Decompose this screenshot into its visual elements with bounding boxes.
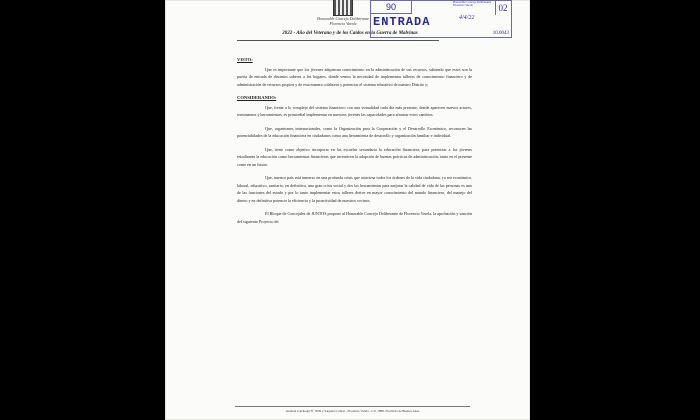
stamp-code: 10.0043 [492,31,509,36]
municipal-crest-icon [333,0,353,16]
document-body [237,56,472,231]
considerando-paragraph-4: Que, nuestro país está inmerso en una profunda crisis que atraviesa todos los órdenes de la vida ciudadana, ya sea económico, laboral, educativo, sanitario, en definitiva, una gran crisis social y dos las herramientas para mejorar la calidad de vida de las personas es uno de las funciones del estado y por lo tanto implementar estos talleres derive en mayor conocimiento del mundo financiero, del manejo del dinero y en definitiva potencie la eficiencia y la proactividad de nuestros vecinos. [237,175,472,203]
year-motto: 2022 - Año del Veterano y de los Caídos en la Guerra de Malvinas [282,31,418,36]
considerando-paragraph-2: Que, organismos internacionales, como la Organización para la Cooperación y el Desarrollo Económico, reconocen las potencialidades de la educación financiera en ciudadanos como una herramienta de desarrollo y organización familiar e individual. [237,125,472,138]
visto-paragraph: Que es importante que los jóvenes adquieran conocimiento en la administración de sus recursos, sabiendo que estos son la puerta de entrada de distintos saberes a los hogares, donde vemos la necesidad de implementar talleres de conocimiento financiero y de administración de recursos propios y de esta manera colaborar y potenciar el sistema educativo de nuestro Distrito y; [237,66,472,87]
considerando-paragraph-1: Que, frente a lo complejo del sistema financiero con una virtualidad cada día más presente, donde aparecen nuevos actores, terminamos y herramientas, es primordial implementar en nuestros jóvenes las capacidades para afrontar estos cambios. [237,104,472,117]
considerando-paragraph-3: Que, tiene como objetivo incorporar en las escuelas secundaria la educación financiera, para potenciar a los jóvenes estudiantes la educación como herramientas financieras que incentiven la adopción de buenas prácticas de administración, tanto en el presente como en un futuro. [237,146,472,167]
document-page [165,0,530,420]
footer-divider [235,406,470,407]
stamp-folio: 02 [495,1,510,15]
council-name: Honorable Concejo Deliberante Florencio Varela [317,16,369,26]
stamp-institution: Honorable Concejo Deliberante Florencio Varela [453,0,492,8]
stamp-date: 4/4/22 [459,15,475,21]
header-divider [237,40,439,41]
footer-address: Avenida Calchaquí Nº 3059 y Sargento Cabral - Florencio Varela - C.P. 1888- Provincia de Buenos Aires [285,409,420,413]
closing-paragraph: El Bloque de Concejales de JUNTOS propone al Honorable Concejo Deliberante de Florencio Varela, la aprobación y sanción del siguiente Proyecto de: [237,211,472,224]
stamp-label: ENTRADA [373,15,431,29]
considerando-heading: CONSIDERANDO: [237,95,277,100]
visto-heading: VISTO: [237,57,253,62]
stamp-number: 90 [371,1,412,14]
